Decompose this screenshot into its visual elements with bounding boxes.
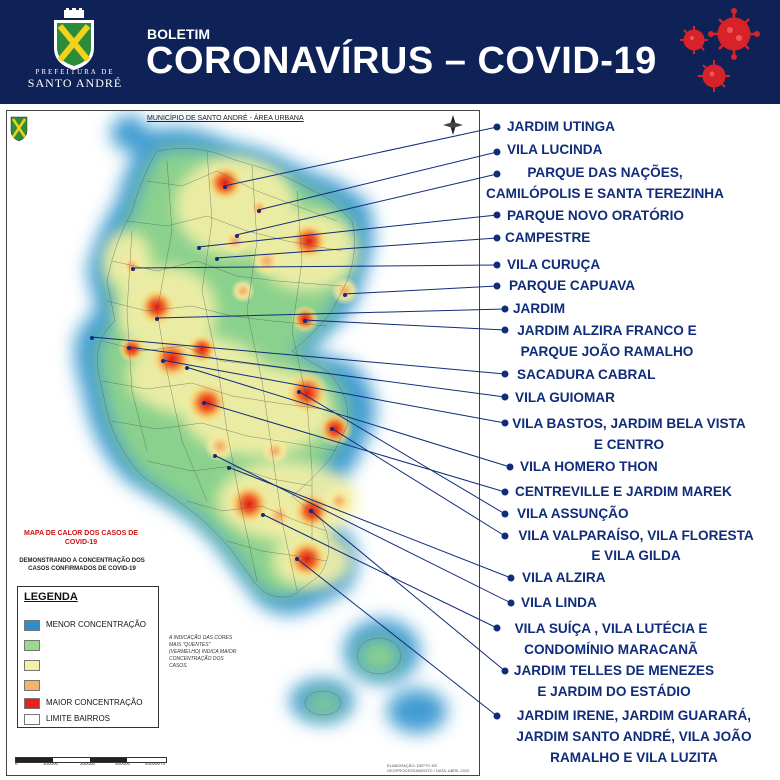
map-title: MUNICÍPIO DE SANTO ANDRÉ - ÁREA URBANA [147, 115, 304, 122]
label-vila-curuca: VILA CURUÇA [507, 257, 601, 272]
label-vila-suica-line2: CONDOMÍNIO MARACANÃ [524, 642, 698, 657]
prefeitura-label: PREFEITURA DE [35, 68, 115, 76]
label-vila-valparaiso: VILA VALPARAÍSO, VILA FLORESTA [518, 528, 754, 543]
label-centreville: CENTREVILLE E JARDIM MAREK [515, 484, 732, 499]
label-vila-bastos: VILA BASTOS, JARDIM BELA VISTA [512, 416, 746, 431]
label-jardim-irene-line2: JARDIM SANTO ANDRÉ, VILA JOÃO [516, 729, 752, 744]
label-vila-alzira: VILA ALZIRA [522, 570, 606, 585]
city-name-label: SANTO ANDRÉ [27, 76, 123, 90]
scale-label: 100000 [43, 761, 59, 766]
map-credits: ELABORAÇÃO: DEPTO DE GEOPROCESSAMENTO / DATA: ABRIL 2020 [387, 763, 470, 773]
legend-label: LIMITE BAIRROS [46, 714, 111, 723]
label-vila-guiomar: VILA GUIOMAR [515, 390, 615, 405]
label-vila-lucinda: VILA LUCINDA [507, 142, 603, 157]
boletim-label: BOLETIM [147, 26, 210, 42]
label-jardim-utinga: JARDIM UTINGA [507, 119, 615, 134]
scale-label: 200000 [80, 761, 96, 766]
label-vila-suica: VILA SUÍÇA , VILA LUTÉCIA E [514, 621, 708, 636]
label-jardim: JARDIM [513, 301, 566, 316]
label-jardim-irene-line3: RAMALHO E VILA LUZITA [550, 750, 718, 765]
scale-label: 0 [15, 761, 18, 766]
heatmap-subtitle: DEMONSTRANDO A CONCENTRAÇÃO DOS CASOS CONFIRMADOS DE COVID-19 [19, 558, 145, 572]
label-jardim-telles-line2: E JARDIM DO ESTÁDIO [537, 684, 691, 699]
label-campestre: CAMPESTRE [505, 230, 591, 245]
legend-title: LEGENDA [24, 591, 78, 603]
page-title: CORONAVÍRUS – COVID-19 [146, 40, 657, 82]
legend-label: MENOR CONCENTRAÇÃO [46, 620, 147, 629]
label-vila-bastos-line2: E CENTRO [593, 437, 665, 452]
label-jardim-alzira-franco: JARDIM ALZIRA FRANCO E [517, 323, 697, 338]
scale-label: 300000 [115, 761, 131, 766]
label-parque-das-nacoes: PARQUE DAS NAÇÕES, [527, 165, 683, 180]
scale-label: 400000 m [145, 761, 166, 766]
label-vila-linda: VILA LINDA [521, 595, 597, 610]
heatmap-title: MAPA DE CALOR DOS CASOS DE COVID-19 [24, 530, 138, 546]
label-jardim-irene: JARDIM IRENE, JARDIM GUARARÁ, [516, 708, 752, 723]
label-sacadura-cabral: SACADURA CABRAL [517, 367, 656, 382]
label-parque-novo-oratorio: PARQUE NOVO ORATÓRIO [507, 208, 684, 223]
label-parque-capuava: PARQUE CAPUAVA [509, 278, 636, 293]
label-parque-das-nacoes-line2: CAMILÓPOLIS E SANTA TEREZINHA [486, 186, 724, 201]
legend-label: MAIOR CONCENTRAÇÃO [46, 698, 143, 707]
label-vila-valparaiso-line2: E VILA GILDA [591, 548, 681, 563]
label-jardim-alzira-franco-line2: PARQUE JOÃO RAMALHO [520, 344, 694, 359]
label-vila-assuncao: VILA ASSUNÇÃO [517, 506, 629, 521]
map-note: A INDICAÇÃO DAS CORES MAIS "QUENTES" (VERMELHO) INDICA MAIOR CONCENTRAÇÃO DOS CASOS. [169, 635, 237, 669]
label-jardim-telles: JARDIM TELLES DE MENEZES [513, 663, 715, 678]
label-vila-homero-thon: VILA HOMERO THON [520, 459, 658, 474]
